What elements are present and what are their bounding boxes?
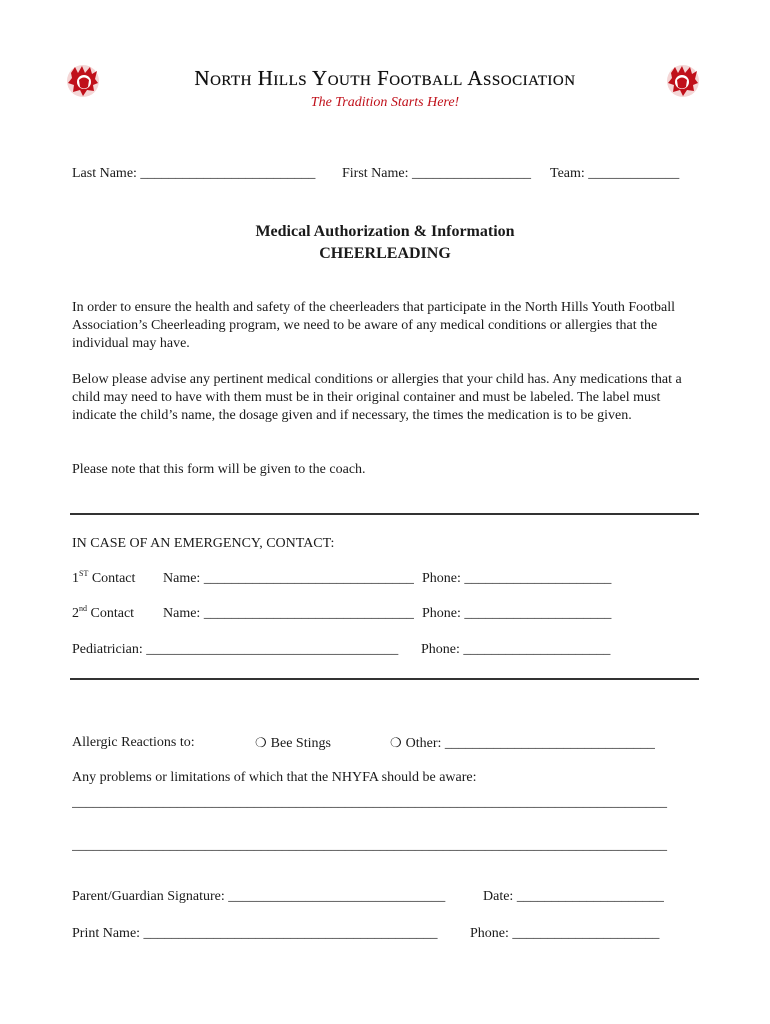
contact1-label (72, 571, 135, 587)
problems-question: Any problems or limitations of which that the NHYFA should be aware: (72, 770, 477, 785)
radio-circle-icon[interactable]: ❍ (390, 735, 402, 750)
other-allergy-field[interactable]: Other: ______________________________ (405, 736, 655, 751)
contact2-number: 2 (72, 606, 79, 621)
contact2-ordinal: nd (79, 604, 87, 613)
radio-circle-icon[interactable]: ❍ (255, 735, 267, 750)
print-name-field[interactable]: Print Name: __________________________________________ (72, 926, 438, 941)
bee-stings-option[interactable] (255, 735, 331, 752)
intro-paragraph: In order to ensure the health and safety of the cheerleaders that participate in the North Hills Youth Football Association’s Cheerleading program, we need to be aware of any medical conditions or allergies that the individual may have. (72, 300, 675, 351)
form-title: Medical Authorization & Information (255, 223, 515, 240)
form-subtitle: CHEERLEADING (319, 245, 451, 262)
tagline: The Tradition Starts Here! (310, 95, 460, 110)
allergic-reactions-label: Allergic Reactions to: (72, 735, 195, 750)
last-name-field[interactable]: Last Name: _________________________ (72, 166, 316, 181)
contact1-ordinal: ST (79, 569, 89, 578)
problems-line-2[interactable]: _____________________________________________________________________________________ (72, 838, 667, 853)
contact2-label (72, 606, 134, 622)
contact2-name-field[interactable]: Name: ______________________________ (163, 606, 414, 621)
organization-name: North Hills Youth Football Association (194, 66, 576, 90)
problems-line-1[interactable]: _____________________________________________________________________________________ (72, 795, 667, 810)
contact1-phone-field[interactable]: Phone: _____________________ (422, 571, 612, 586)
pediatrician-phone-field[interactable]: Phone: _____________________ (421, 642, 611, 657)
date-field[interactable]: Date: _____________________ (483, 889, 664, 904)
bee-stings-label: Bee Stings (270, 736, 331, 751)
contact1-number: 1 (72, 571, 79, 586)
team-field[interactable]: Team: _____________ (550, 166, 680, 181)
guardian-signature-field[interactable]: Parent/Guardian Signature: _______________________________ (72, 889, 446, 904)
pediatrician-field[interactable]: Pediatrician: ____________________________________ (72, 642, 399, 657)
contact1-label-text: Contact (91, 571, 136, 586)
other-option[interactable] (390, 735, 655, 752)
signature-phone-field[interactable]: Phone: _____________________ (470, 926, 660, 941)
section-divider (70, 513, 699, 515)
section-divider (70, 678, 699, 680)
note-paragraph: Please note that this form will be given to the coach. (72, 462, 366, 477)
first-name-field[interactable]: First Name: _________________ (342, 166, 531, 181)
emergency-heading: IN CASE OF AN EMERGENCY, CONTACT: (72, 536, 335, 551)
instructions-paragraph: Below please advise any pertinent medical conditions or allergies that your child has. Any medications that a child may need to have with them must be in their original container and must be labeled. The label must indicate the child’s name, the dosage given and if necessary, the times the medication is to be given. (72, 372, 682, 423)
contact2-label-text: Contact (90, 606, 135, 621)
contact1-name-field[interactable]: Name: ______________________________ (163, 571, 414, 586)
contact2-phone-field[interactable]: Phone: _____________________ (422, 606, 612, 621)
